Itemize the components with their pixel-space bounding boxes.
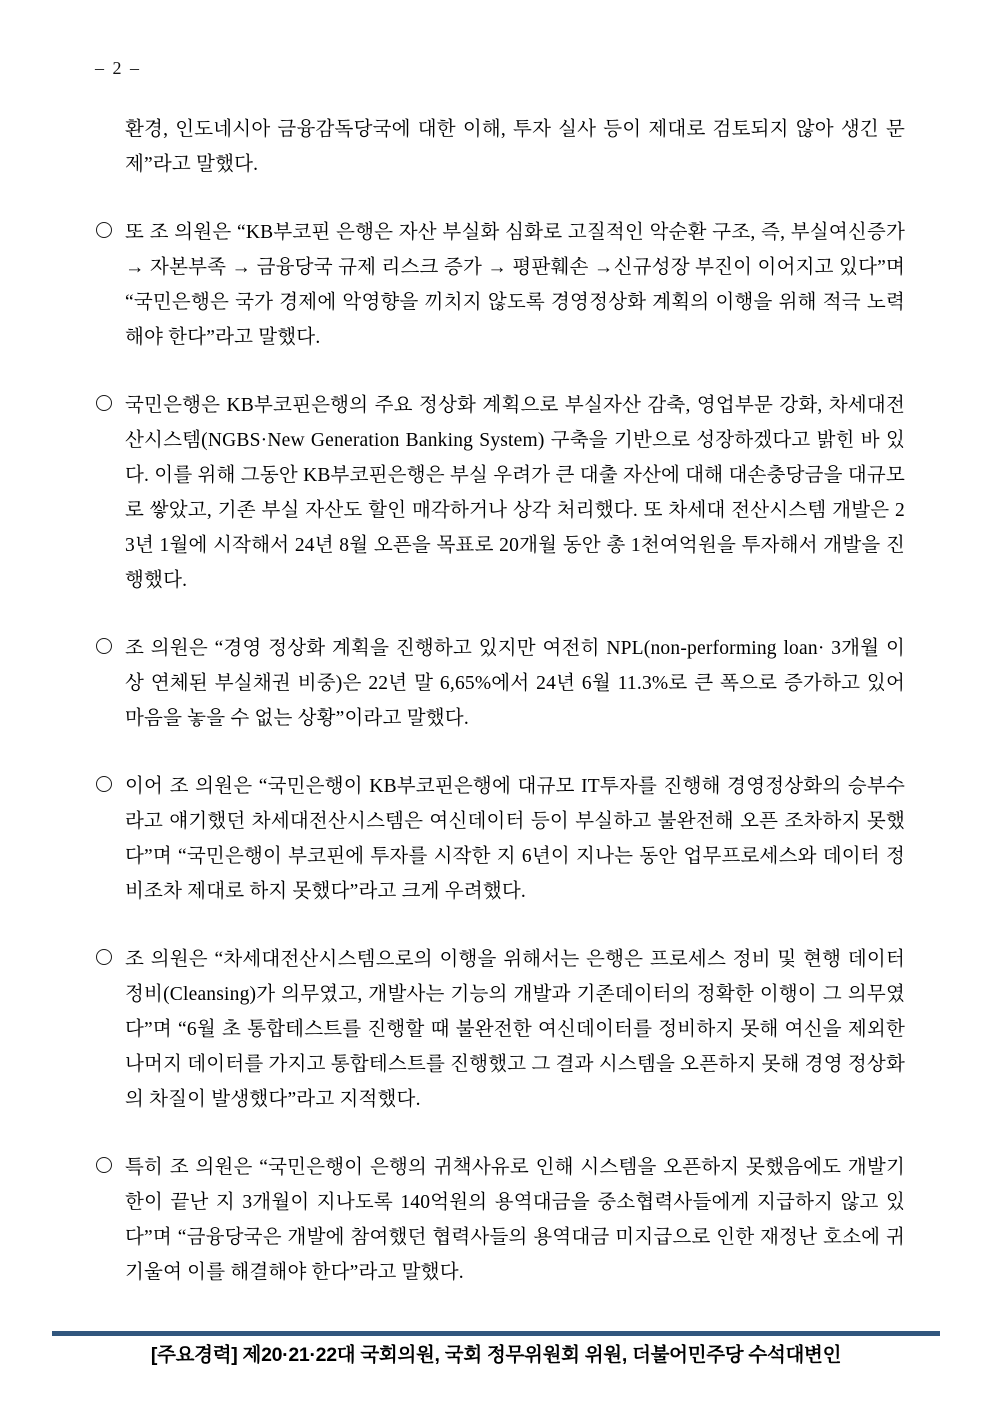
paragraph-list	[95, 215, 905, 1290]
paragraph-text: 이어 조 의원은 “국민은행이 KB부코핀은행에 대규모 IT투자를 진행해 경영정상화의 승부수라고 얘기했던 차세대전산시스템은 여신데이터 등이 부실하고 불완전해 오픈 조차하지 못했다”며 “국민은행이 부코핀에 투자를 시작한 지 6년이 지나는 동안 업무프로세스와 데이터 정비조차 제대로 하지 못했다”라고 크게 우려했다.	[125, 776, 905, 902]
paragraph-text: 또 조 의원은 “KB부코핀 은행은 자산 부실화 심화로 고질적인 악순환 구조, 즉, 부실여신증가 → 자본부족 → 금융당국 규제 리스크 증가 → 평판훼손 →신규성장 부진이 이어지고 있다”며 “국민은행은 국가 경제에 악영향을 끼치지 않도록 경영정상화 계획의 이행을 위해 적극 노력해야 한다”라고 말했다.	[125, 222, 905, 348]
paragraph	[95, 388, 905, 598]
paragraph-text: 특히 조 의원은 “국민은행이 은행의 귀책사유로 인해 시스템을 오픈하지 못했음에도 개발기한이 끝난 지 3개월이 지나도록 140억원의 용역대금을 중소협력사들에게 지급하지 않고 있다”며 “금융당국은 개발에 참여했던 협력사들의 용역대금 미지급으로 인한 재정난 호소에 귀 기울여 이를 해결해야 한다”라고 말했다.	[125, 1157, 905, 1283]
career-summary-text: [주요경력] 제20·21·22대 국회의원, 국회 정무위원회 위원, 더불어민주당 수석대변인	[150, 1344, 842, 1366]
paragraph	[95, 1150, 905, 1290]
paragraph-text: 국민은행은 KB부코핀은행의 주요 정상화 계획으로 부실자산 감축, 영업부문 강화, 차세대전산시스템(NGBS·New Generation Banking System) 구축을 기반으로 성장하겠다고 밝힌 바 있다. 이를 위해 그동안 KB부코핀은행은 부실 우려가 큰 대출 자산에 대해 대손충당금을 대규모로 쌓았고, 기존 부실 자산도 할인 매각하거나 상각 처리했다. 또 차세대 전산시스템 개발은 23년 1월에 시작해서 24년 8월 오픈을 목표로 20개월 동안 총 1천여억원을 투자해서 개발을 진행했다.	[125, 395, 905, 591]
circle-bullet-icon	[96, 395, 112, 411]
circle-bullet-icon	[96, 222, 112, 238]
footer-divider	[52, 1331, 940, 1336]
career-summary	[0, 1339, 992, 1367]
paragraph-text: 조 의원은 “경영 정상화 계획을 진행하고 있지만 여전히 NPL(non-performing loan· 3개월 이상 연체된 부실채권 비중)은 22년 말 6,65%에서 24년 6월 11.3%로 큰 폭으로 증가하고 있어 마음을 놓을 수 없는 상황”이라고 말했다.	[125, 638, 905, 729]
paragraph-text: 조 의원은 “차세대전산시스템으로의 이행을 위해서는 은행은 프로세스 정비 및 현행 데이터 정비(Cleansing)가 의무였고, 개발사는 기능의 개발과 기존데이터의 정확한 이행이 그 의무였다”며 “6월 초 통합테스트를 진행할 때 불완전한 여신데이터를 정비하지 못해 여신을 제외한 나머지 데이터를 가지고 통합테스트를 진행했고 그 결과 시스템을 오픈하지 못해 경영 정상화의 차질이 발생했다”라고 지적했다.	[125, 949, 905, 1110]
document-body	[95, 112, 905, 1323]
paragraph	[95, 215, 905, 355]
page-number: – 2 –	[95, 58, 141, 78]
paragraph-text: 환경, 인도네시아 금융감독당국에 대한 이해, 투자 실사 등이 제대로 검토되지 않아 생긴 문제”라고 말했다.	[125, 119, 905, 175]
circle-bullet-icon	[96, 1157, 112, 1173]
circle-bullet-icon	[96, 949, 112, 965]
footer	[0, 1331, 992, 1367]
paragraph	[95, 942, 905, 1117]
paragraph	[95, 631, 905, 736]
circle-bullet-icon	[96, 638, 112, 654]
paragraph	[95, 769, 905, 909]
paragraph-continuation	[95, 112, 905, 182]
circle-bullet-icon	[96, 776, 112, 792]
